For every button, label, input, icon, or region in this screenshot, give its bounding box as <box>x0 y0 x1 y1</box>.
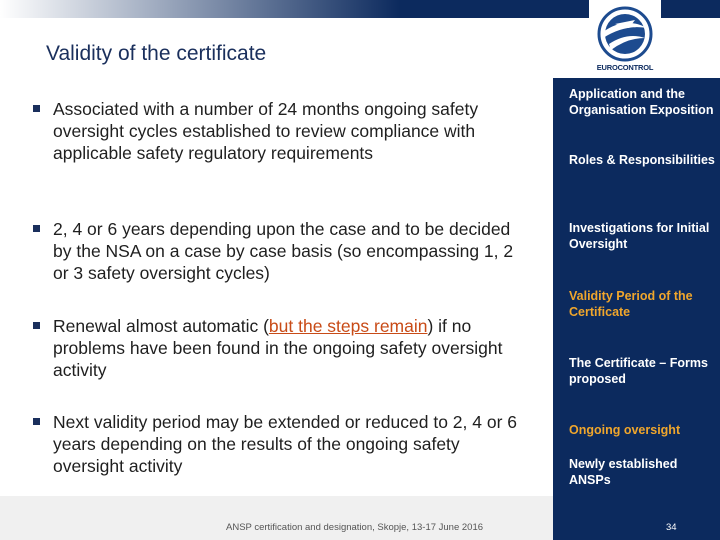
bullet-text: Next validity period may be extended or reduced to 2, 4 or 6 years depending on the results of the ongoing safety oversight activity <box>53 412 518 476</box>
bullet-text: 2, 4 or 6 years depending upon the case and to be decided by the NSA on a case by case basis (so encompassing 1, 2 or 3 safety oversight cycles) <box>53 219 514 283</box>
logo-wordmark: EUROCONTROL <box>596 63 654 72</box>
highlighted-phrase: but the steps remain <box>268 316 428 336</box>
bullet-square-icon <box>33 418 40 425</box>
bullet-square-icon <box>33 105 40 112</box>
sidebar-item-ongoing-oversight[interactable]: Ongoing oversight <box>569 423 681 437</box>
sidebar-item-newly-established-ansps[interactable]: Newly established ANSPs <box>569 457 678 487</box>
sidebar-item-application-exposition[interactable]: Application and the Organisation Exposition <box>569 87 714 117</box>
section-sidebar <box>553 78 720 540</box>
bullet-text <box>53 315 523 381</box>
eurocontrol-emblem-icon <box>595 6 655 62</box>
sidebar-item-validity-period[interactable]: Validity Period of the Certificate <box>569 289 693 319</box>
sidebar-item-investigations[interactable]: Investigations for Initial Oversight <box>569 221 710 251</box>
footer-band <box>0 496 553 540</box>
top-band-fade <box>0 0 400 18</box>
bullet-text-before: Renewal almost automatic ( <box>53 316 269 336</box>
bullet-text-after: ) if no problems have been found in the ongoing safety oversight activity <box>53 316 503 380</box>
bullet-square-icon <box>33 322 40 329</box>
bullet-text: Associated with a number of 24 months ongoing safety oversight cycles established to review compliance with applicable safety regulatory requirements <box>53 99 479 163</box>
bullet-square-icon <box>33 225 40 232</box>
footer-text: ANSP certification and designation, Skopje, 13-17 June 2016 <box>226 522 484 533</box>
slide-title: Validity of the certificate <box>46 42 267 65</box>
sidebar-item-certificate-forms[interactable]: The Certificate – Forms proposed <box>569 356 708 386</box>
page-number: 34 <box>666 522 677 533</box>
sidebar-item-roles-responsibilities[interactable]: Roles & Responsibilities <box>569 153 715 167</box>
eurocontrol-logo <box>589 0 661 78</box>
